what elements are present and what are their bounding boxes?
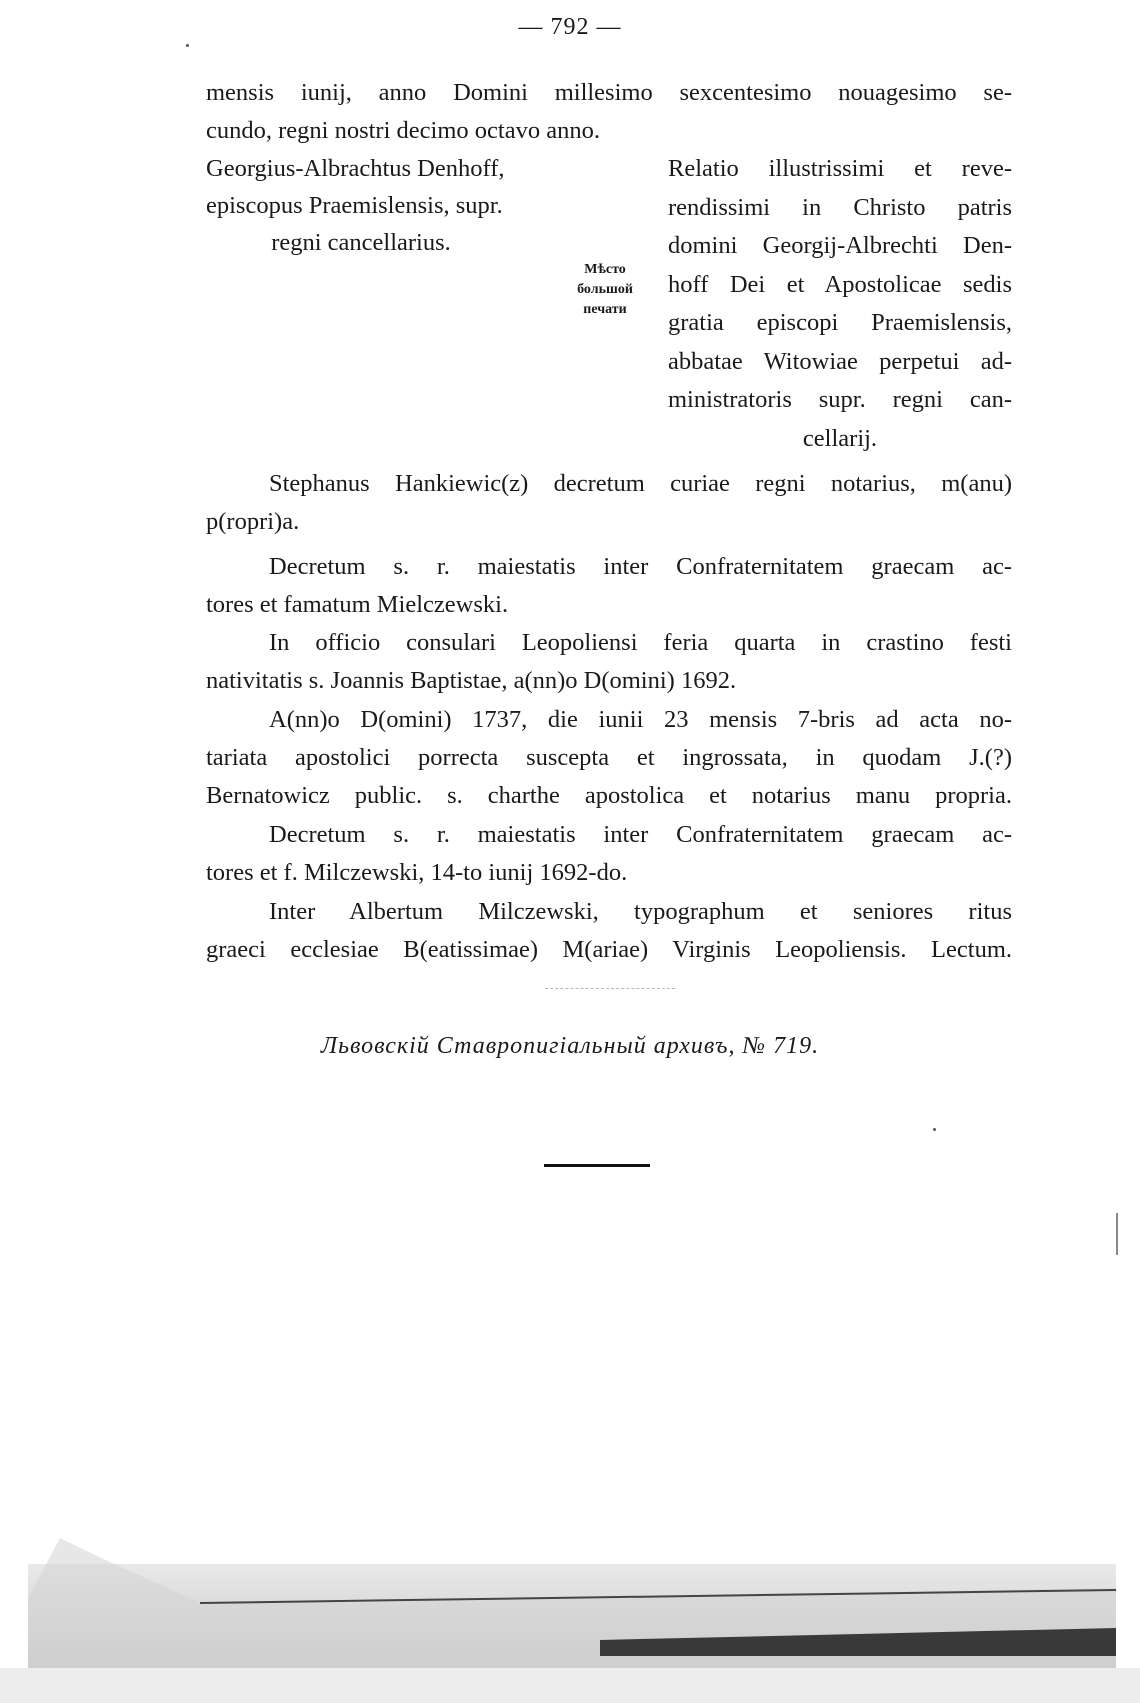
signature-line-3: regni cancellarius. — [271, 229, 451, 256]
signature-line-1: Georgius-Albrachtus Denhoff, — [206, 155, 505, 182]
end-rule — [544, 1164, 650, 1167]
office-line-2: nativitatis s. Joannis Baptistae, a(nn)o D(omini) 1692. — [206, 667, 737, 694]
decree-title-line-1: Decretum s. r. maiestatis inter Confraternitatem graecam ac- — [269, 553, 1012, 580]
source-citation: Львовскій Ставропигіальный архивъ, № 719. — [320, 1033, 820, 1059]
relatio-line-7: ministratoris supr. regni can- — [668, 386, 1012, 413]
notary-line-1: Stephanus Hankiewic(z) decretum curiae regni notarius, m(anu) — [269, 470, 1012, 497]
scan-margin-mark — [1116, 1213, 1118, 1255]
decree-title-paragraph — [206, 548, 1012, 624]
relatio-line-1: Relatio illustrissimi et reve- — [668, 155, 1012, 182]
decree-second-line-2: tores et f. Milczewski, 14-to iunij 1692-do. — [206, 859, 628, 886]
notary-paragraph — [206, 465, 1012, 541]
scan-bottom-border — [0, 1668, 1140, 1703]
decree-second-paragraph — [206, 816, 1012, 892]
decree-second-line-1: Decretum s. r. maiestatis inter Confraternitatem graecam ac- — [269, 821, 1012, 848]
relatio-line-4: hoff Dei et Apostolicae sedis — [668, 270, 1012, 298]
opening-line-1: mensis iunij, anno Domini millesimo sexcentesimo nouagesimo se- — [206, 79, 1012, 106]
scan-bottom-edge — [0, 1528, 1140, 1703]
seal-note-line-2: большой — [577, 282, 633, 297]
anno-1737-paragraph — [206, 701, 1012, 815]
inter-line-1: Inter Albertum Milczewski, typographum et seniores ritus — [269, 898, 1012, 925]
relatio-block — [668, 150, 1012, 458]
inter-paragraph — [206, 893, 1012, 969]
relatio-line-8: cellarij. — [802, 424, 878, 452]
anno-1737-line-3: Bernatowicz public. s. charthe apostolica et notarius manu propria. — [206, 782, 1012, 809]
relatio-line-2: rendissimi in Christo patris — [668, 193, 1012, 221]
relatio-line-5: gratia episcopi Praemislensis, — [668, 309, 1012, 336]
relatio-line-3: domini Georgij-Albrechti Den- — [668, 232, 1012, 259]
notary-line-2: p(ropri)a. — [206, 508, 300, 535]
office-line-1: In officio consulari Leopoliensi feria quarta in crastino festi — [269, 629, 1012, 656]
scan-speck — [933, 1128, 936, 1131]
seal-note-line-3: печати — [583, 302, 627, 317]
opening-paragraph — [206, 74, 1012, 150]
relatio-line-6: abbatae Witowiae perpetui ad- — [668, 347, 1012, 375]
decree-title-line-2: tores et famatum Mielczewski. — [206, 591, 509, 618]
anno-1737-line-2: tariata apostolici porrecta suscepta et ingrossata, in quodam J.(?) — [206, 744, 1012, 771]
inter-line-2: graeci ecclesiae B(eatissimae) M(ariae) Virginis Leopoliensis. Lectum. — [206, 936, 1012, 963]
seal-note-line-1: Мѣсто — [584, 262, 626, 277]
signature-block — [206, 150, 586, 261]
page-number: — 792 — — [518, 14, 622, 40]
faint-dash-divider — [545, 988, 675, 989]
office-paragraph — [206, 624, 1012, 700]
scan-speck — [186, 44, 189, 47]
anno-1737-line-1: A(nn)o D(omini) 1737, die iunii 23 mensis 7-bris ad acta no- — [269, 706, 1012, 733]
opening-line-2: cundo, regni nostri decimo octavo anno. — [206, 117, 600, 144]
signature-line-2: episcopus Praemislensis, supr. — [206, 192, 503, 219]
seal-note — [560, 260, 650, 320]
